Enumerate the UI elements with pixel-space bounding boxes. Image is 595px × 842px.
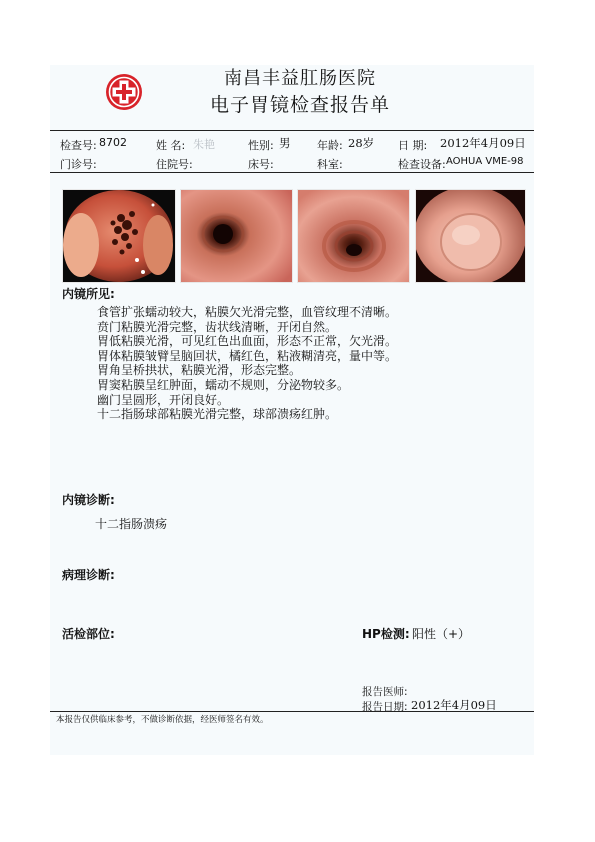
- name-label: 姓 名:: [156, 139, 186, 152]
- outpatient-label: 门诊号:: [60, 158, 97, 171]
- exam-no-value: 8702: [99, 136, 127, 149]
- findings-line: 胃角呈桥拱状，粘膜光滑，形态完整。: [97, 363, 302, 378]
- bed-label: 床号:: [248, 158, 274, 171]
- hospital-name: 南昌丰益肛肠医院: [224, 68, 376, 89]
- endoscopy-image-1: [62, 189, 176, 283]
- inpatient-label: 住院号:: [156, 158, 193, 171]
- endoscopy-image-4: [415, 189, 526, 283]
- report-title: 电子胃镜检查报告单: [209, 94, 390, 116]
- report-date-label: 报告日期:: [362, 701, 408, 713]
- date-label: 日 期:: [398, 139, 428, 152]
- age-label: 年龄:: [317, 139, 343, 152]
- device-value: AOHUA VME-98: [446, 156, 524, 167]
- endoscopy-image-3: [297, 189, 410, 283]
- diagnosis-value: 十二指肠溃疡: [95, 517, 168, 531]
- doctor-label: 报告医师:: [362, 686, 408, 698]
- findings-line: 胃窦粘膜呈红肿面，蠕动不规则，分泌物较多。: [97, 377, 350, 392]
- findings-line: 胃体粘膜皱臂呈脑回状，橘红色，粘液糊清亮，量中等。: [97, 348, 398, 363]
- findings-line: 贲门粘膜光滑完整，齿状线清晰，开闭自然。: [97, 319, 338, 334]
- findings-line: 幽门呈圆形，开闭良好。: [97, 392, 230, 407]
- report-date-value: 2012年4月09日: [411, 698, 497, 712]
- findings-line: 胃低粘膜光滑，可见红色出血面，形态不正常，欠光滑。: [97, 334, 398, 349]
- diagnosis-label: 内镜诊断:: [62, 493, 115, 507]
- sex-value: 男: [279, 136, 291, 150]
- patient-name-value: 朱艳: [193, 138, 215, 151]
- date-value: 2012年4月09日: [440, 136, 526, 150]
- header-divider: [50, 130, 534, 131]
- biopsy-label: 活检部位:: [62, 627, 115, 641]
- exam-no-label: 检查号:: [60, 139, 97, 152]
- findings-text: [97, 305, 397, 422]
- device-label: 检查设备:: [398, 158, 446, 171]
- endoscopy-image-2: [180, 189, 293, 283]
- sex-label: 性别:: [248, 139, 274, 152]
- hp-value: 阳性（+）: [412, 627, 471, 641]
- footer-divider: [50, 711, 534, 712]
- hp-label: HP检测:: [362, 627, 410, 641]
- disclaimer: 本报告仅供临床参考，不做诊断依据，经医师签名有效。: [56, 715, 269, 725]
- info-divider: [50, 172, 534, 173]
- findings-line: 十二指肠球部粘膜光滑完整，球部溃疡红肿。: [97, 407, 338, 422]
- pathology-label: 病理诊断:: [62, 568, 115, 582]
- findings-label: 内镜所见:: [62, 287, 115, 301]
- dept-label: 科室:: [317, 158, 343, 171]
- findings-line: 食管扩张蠕动较大，粘膜欠光滑完整，血管纹理不清晰。: [97, 305, 398, 319]
- age-value: 28岁: [348, 136, 375, 150]
- red-cross-logo-icon: [104, 72, 144, 112]
